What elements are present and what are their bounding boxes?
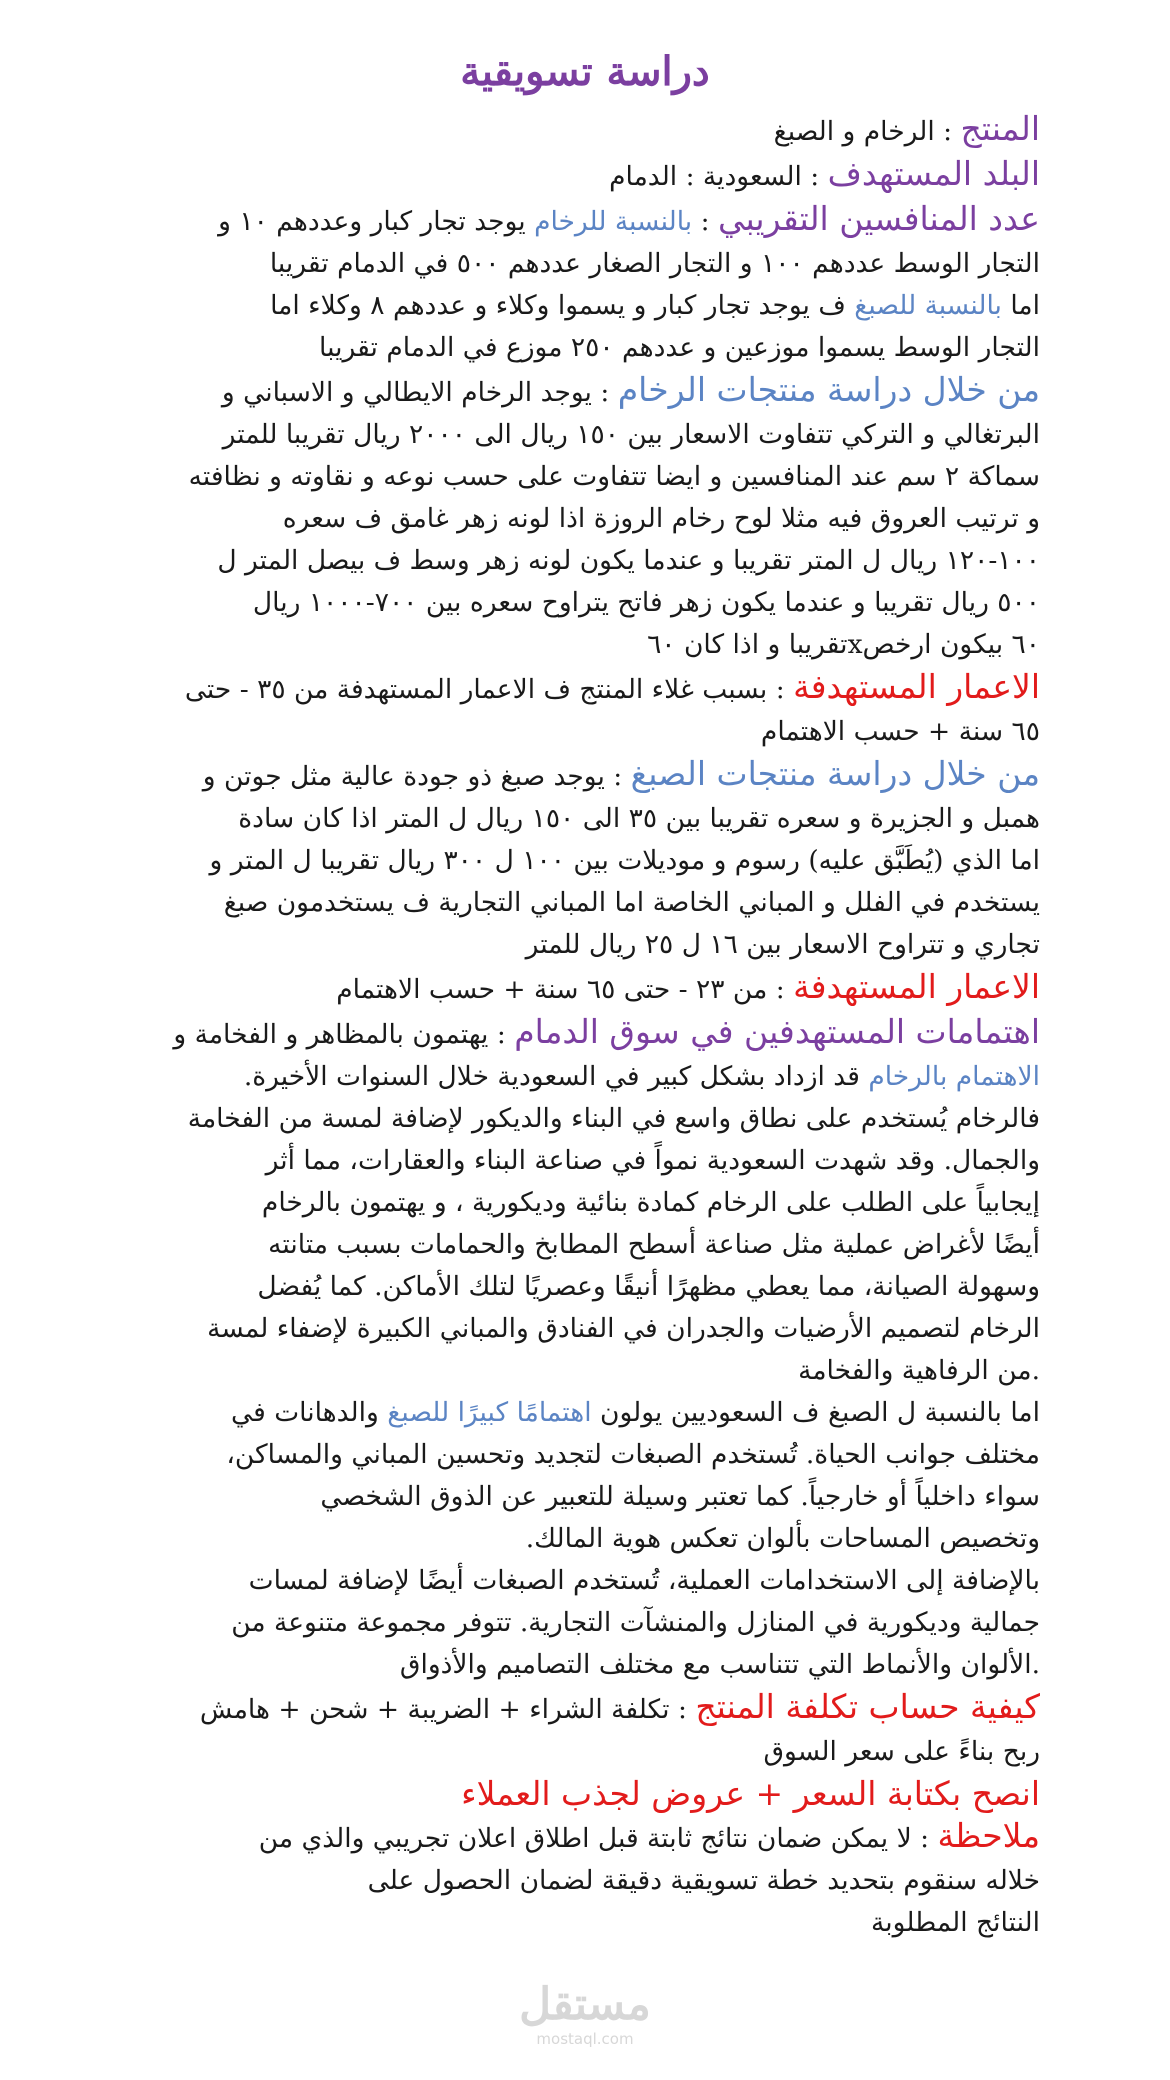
marble-study-line: ٥٠٠ ريال تقريبا و عندما يكون زهر فاتح يتراوح سعره بين ٧٠٠-١٠٠٠ ريال xyxy=(252,587,1040,618)
paint-study-line: يستخدم في الفلل و المباني الخاصة اما المباني التجارية ف يستخدمون صبغ xyxy=(223,887,1040,918)
note-line: خلاله سنقوم بتحديد خطة تسويقية دقيقة لضمان الحصول على xyxy=(367,1865,1040,1896)
paint-interest-line: مختلف جوانب الحياة. تُستخدم الصبغات لتجديد وتحسين المباني والمساكن، xyxy=(226,1439,1040,1470)
marble-interest-line: .من الرفاهية والفخامة xyxy=(798,1355,1040,1386)
paint-ages-line: الاعمار المستهدفة : من ٢٣ - حتى ٦٥ سنة + حسب الاهتمام xyxy=(336,967,1040,1006)
cost-label: كيفية حساب تكلفة المنتج xyxy=(695,1687,1040,1726)
competitors-line-3: اما بالنسبة للصبغ ف يوجد تجار كبار و يسموا وكلاء و عددهم ٨ وكلاء اما xyxy=(270,290,1040,321)
competitors-marble-label: بالنسبة للرخام xyxy=(534,206,693,237)
marble-study-line: ١٠٠-١٢٠ ريال ل المتر تقريبا و عندما يكون لونه زهر وسط ف بيصل المتر ل xyxy=(217,545,1040,576)
marble-study-line: و ترتيب العروق فيه مثلا لوح رخام الروزة اذا لونه زهر غامق ف سعره xyxy=(282,503,1040,534)
document-body xyxy=(130,108,1040,1944)
marble-study-line: ٦٠ بيكون ارخصxتقريبا و اذا كان ٦٠ xyxy=(647,629,1040,660)
paint-interest-line: وتخصيص المساحات بألوان تعكس هوية المالك. xyxy=(525,1523,1040,1554)
watermark-logo-text: مستقل xyxy=(519,1979,651,2030)
marble-study-line: البرتغالي و التركي تتفاوت الاسعار بين ١٥٠ ريال الى ٢٠٠٠ ريال تقريبا للمتر xyxy=(222,419,1040,450)
marble-interest-line: فالرخام يُستخدم على نطاق واسع في البناء والديكور لإضافة لمسة من الفخامة xyxy=(187,1103,1040,1134)
country-value: السعودية : الدمام xyxy=(609,161,802,192)
product-value: الرخام و الصبغ xyxy=(773,116,935,147)
marble-study-label: من خلال دراسة منتجات الرخام xyxy=(617,370,1040,409)
marble-ages-line-1: الاعمار المستهدفة : بسبب غلاء المنتج ف الاعمار المستهدفة من ٣٥ - حتى xyxy=(184,667,1040,706)
note-line: النتائج المطلوبة xyxy=(871,1907,1040,1938)
paint-interest-line: جمالية وديكورية في المنازل والمنشآت التجارية. تتوفر مجموعة متنوعة من xyxy=(231,1607,1040,1638)
note-line-1: ملاحظة : لا يمكن ضمان نتائج ثابتة قبل اطلاق اعلان تجريبي والذي من xyxy=(258,1816,1040,1855)
interests-line-1: اهتمامات المستهدفين في سوق الدمام : يهتمون بالمظاهر و الفخامة و xyxy=(173,1012,1040,1051)
marble-interest-line: والجمال. وقد شهدت السعودية نمواً في صناعة البناء والعقارات، مما أثر xyxy=(265,1145,1040,1176)
paint-study-line: اما الذي (يُطَبَّق عليه) رسوم و موديلات بين ١٠٠ ل ٣٠٠ ريال تقريبا ل المتر و xyxy=(209,845,1040,876)
mostaql-watermark xyxy=(0,1980,1170,2048)
document-title: دراسة تسويقية xyxy=(460,48,710,95)
marble-interest-line: أيضًا لأغراض عملية مثل صناعة أسطح المطابخ والحمامات بسبب متانته xyxy=(268,1229,1040,1260)
marble-interest-highlight: الاهتمام بالرخام xyxy=(868,1061,1040,1092)
competitors-line-2: التجار الوسط عددهم ١٠٠ و التجار الصغار عددهم ٥٠٠ في الدمام تقريبا xyxy=(269,248,1040,279)
product-line: المنتج : الرخام و الصبغ xyxy=(773,109,1040,148)
note-label: ملاحظة xyxy=(937,1816,1040,1855)
cost-line-2: ربح بناءً على سعر السوق xyxy=(763,1736,1040,1767)
marble-ages-label: الاعمار المستهدفة xyxy=(793,667,1040,706)
marble-study-line-1: من خلال دراسة منتجات الرخام : يوجد الرخام الايطالي و الاسباني و xyxy=(221,370,1040,409)
paint-ages-label: الاعمار المستهدفة xyxy=(793,967,1040,1006)
paint-study-label: من خلال دراسة منتجات الصبغ xyxy=(630,754,1040,793)
paint-interest-line: بالإضافة إلى الاستخدامات العملية، تُستخدم الصبغات أيضًا لإضافة لمسات xyxy=(248,1565,1040,1596)
paint-ages-value: من ٢٣ - حتى ٦٥ سنة + حسب الاهتمام xyxy=(336,974,768,1005)
marble-interest-line: إيجابياً على الطلب على الرخام كمادة بنائية وديكورية ، و يهتمون بالرخام xyxy=(261,1187,1040,1218)
interests-line-2: الاهتمام بالرخام قد ازداد بشكل كبير في السعودية خلال السنوات الأخيرة. xyxy=(243,1061,1040,1092)
paint-interest-line: .الألوان والأنماط التي تتناسب مع مختلف التصاميم والأذواق xyxy=(399,1649,1040,1680)
watermark-url: mostaql.com xyxy=(536,2030,634,2048)
paint-interest-line: سواء داخلياً أو خارجياً. كما تعتبر وسيلة للتعبير عن الذوق الشخصي xyxy=(320,1481,1040,1512)
country-label: البلد المستهدف xyxy=(827,154,1040,193)
interests-label: اهتمامات المستهدفين في سوق الدمام xyxy=(514,1012,1040,1051)
marble-interest-line: الرخام لتصميم الأرضيات والجدران في الفنادق والمباني الكبيرة لإضفاء لمسة xyxy=(207,1313,1040,1344)
product-label: المنتج xyxy=(960,109,1040,148)
paint-interest-highlight: اهتمامًا كبيرًا للصبغ xyxy=(387,1397,592,1428)
marble-ages-line-2: ٦٥ سنة + حسب الاهتمام xyxy=(760,716,1040,747)
competitors-line-4: التجار الوسط يسموا موزعين و عددهم ٢٥٠ موزع في الدمام تقريبا xyxy=(319,332,1040,363)
competitors-label: عدد المنافسين التقريبي xyxy=(717,199,1040,238)
paint-study-line: تجاري و تتراوح الاسعار بين ١٦ ل ٢٥ ريال للمتر xyxy=(525,929,1040,960)
marble-study-line: سماكة ٢ سم عند المنافسين و ايضا تتفاوت على حسب نوعه و نقاوته و نظافته xyxy=(188,461,1040,492)
marble-interest-line: وسهولة الصيانة، مما يعطي مظهرًا أنيقًا وعصريًا لتلك الأماكن. كما يُفضل xyxy=(257,1271,1040,1302)
paint-study-line: همبل و الجزيرة و سعره تقريبا بين ٣٥ الى ١٥٠ ريال ل المتر اذا كان سادة xyxy=(238,803,1040,834)
advice-line: انصح بكتابة السعر + عروض لجذب العملاء xyxy=(461,1774,1040,1813)
paint-study-line-1: من خلال دراسة منتجات الصبغ : يوجد صبغ ذو جودة عالية مثل جوتن و xyxy=(202,754,1040,793)
competitors-paint-label: بالنسبة للصبغ xyxy=(854,290,1002,321)
country-line: البلد المستهدف : السعودية : الدمام xyxy=(609,154,1040,193)
paint-interest-line-1: اما بالنسبة ل الصبغ ف السعوديين يولون اهتمامًا كبيرًا للصبغ والدهانات في xyxy=(231,1397,1040,1428)
competitors-line-1: عدد المنافسين التقريبي : بالنسبة للرخام يوجد تجار كبار وعددهم ١٠ و xyxy=(218,199,1040,238)
cost-line-1: كيفية حساب تكلفة المنتج : تكلفة الشراء + الضريبة + شحن + هامش xyxy=(199,1687,1040,1726)
